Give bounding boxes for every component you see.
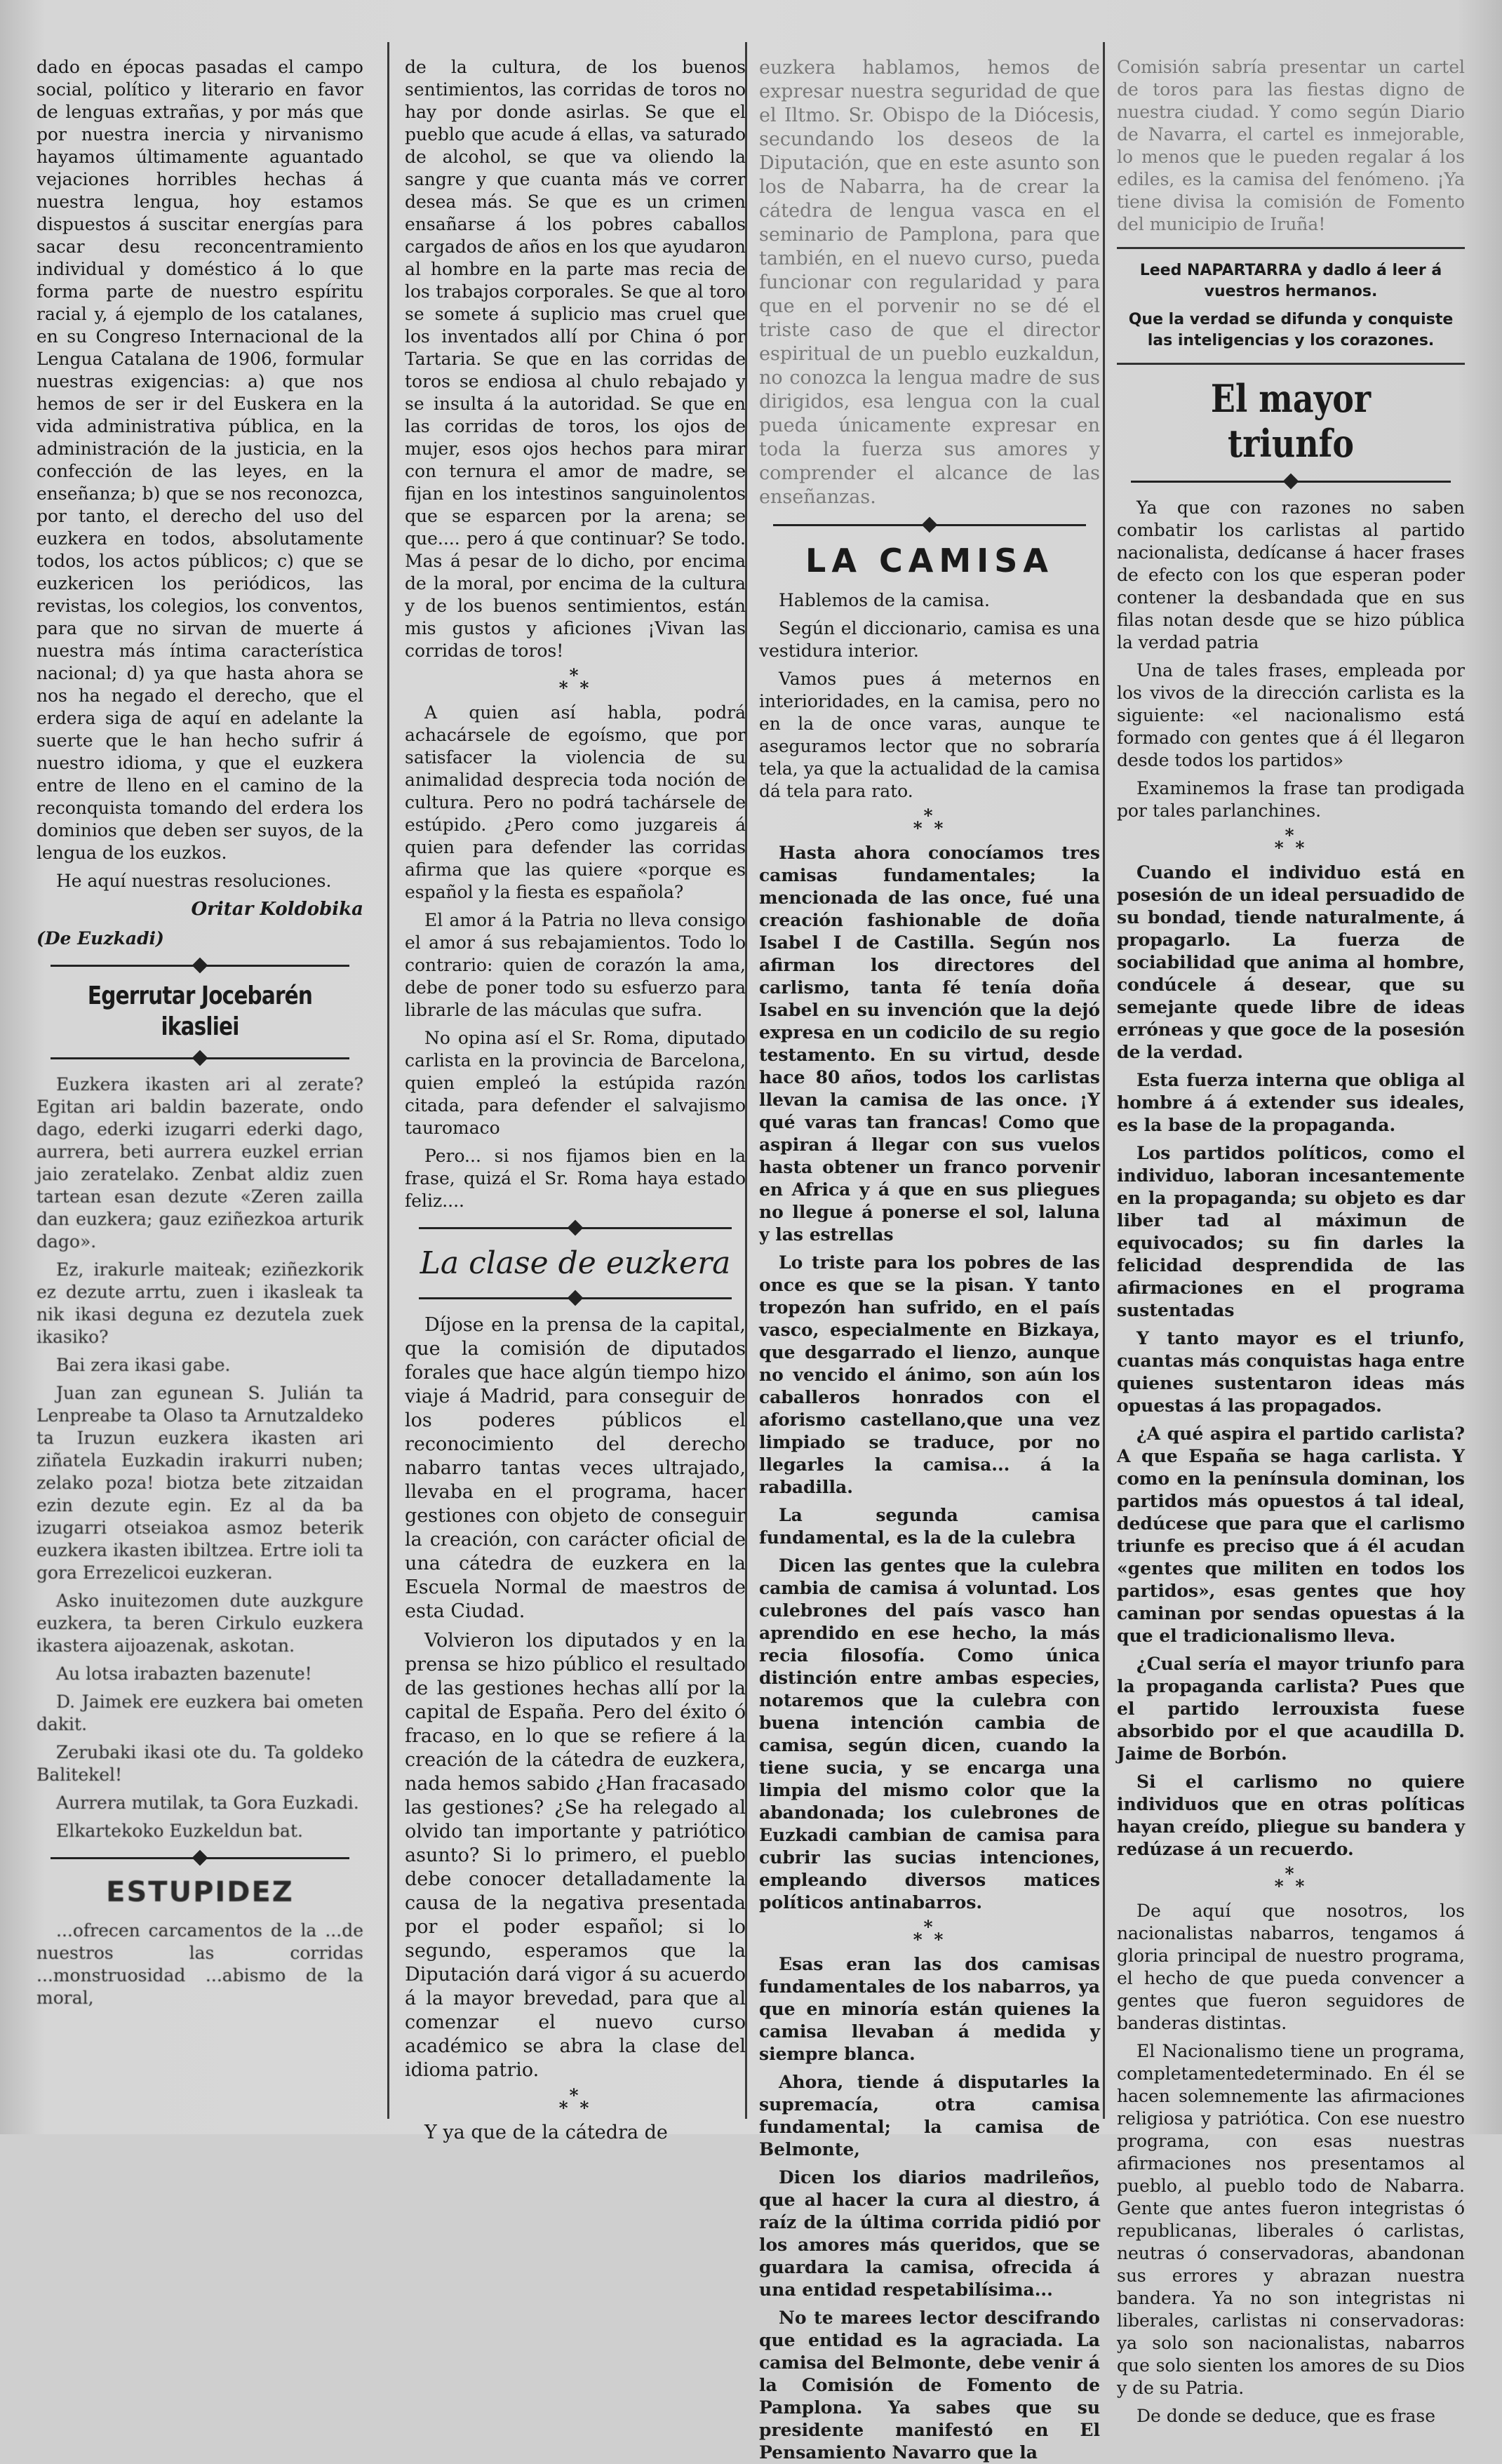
- article-paragraph: Cuando el individuo está en posesión de un ideal persuadido de su bondad, tiende naturalmente, á propagarlo. La fuerza de sociabilidad que anima al hombre, condúcele á desear, que su semejante quede libre de ideas erróneas y que goce de la posesión de la verdad.: [1117, 862, 1465, 1062]
- article-paragraph: Hablemos de la camisa.: [779, 590, 990, 610]
- article-paragraph: ¿Cual sería el mayor triunfo para la propaganda carlista? Pues que el partido lerrouxista fuese absorbido por el que acaudilla D. Jaime de Borbón.: [1117, 1654, 1465, 1764]
- article-paragraph: Volvieron los diputados y en la prensa se hizo público el resultado de las gestiones hechas allí por la capital de España. Pero del éxito ó fracaso, en lo que se refiere á la creación de la cátedra de euzkera, nada hemos sabido ¿Han fracasado las gestiones? ¿Se ha relegado al olvido tan importante y patriótico asunto? Si lo primero, el pueblo debe conocer detalladamente la causa de la negativa presentada por el poder español; si lo segundo, esperamos que la Diputación dará vigor á su acuerdo á la mayor brevedad, para que al comenzar el nuevo curso académico se abra la clase del idioma patrio.: [405, 1630, 746, 2081]
- article-paragraph: Aurrera mutilak, ta Gora Euzkadi.: [56, 1793, 359, 1813]
- article-heading: ESTUPIDEZ: [106, 1876, 294, 1908]
- article-paragraph: Díjose en la prensa de la capital, que la comisión de diputados forales que hace algún tiempo hizo viaje á Madrid, para conseguir de los poderes públicos el reconocimiento del derecho nabarro tantas veces ultrajado, llevaba en el programa, hacer gestiones con objeto de conseguir la creación, con carácter oficial de una cátedra de euzkera en la Escuela Normal de maestros de esta Ciudad.: [405, 1314, 746, 1622]
- ornament-divider: [419, 1221, 732, 1235]
- section-stars: * * *: [913, 1917, 946, 1950]
- article-paragraph: Y ya que de la cátedra de: [424, 2122, 668, 2143]
- article-paragraph: De aquí que nosotros, los nacionalistas nabarros, tengamos á gloria principal de nuestro programa, el hecho de que pueda convencer a gentes que fueron seguidores de banderas distintas.: [1117, 1901, 1465, 2033]
- article-paragraph: Lo triste para los pobres de las once es que se la pisan. Y tanto tropezón han sufrido, en el país vasco, especialmente en Bizkaya, que desgarrado el lienzo, aunque no vencido el ánimo, son aún los caballeros honrados con el aforismo castellano,que una vez limpiado se traduce, por no llegarles la camisa... á la rabadilla.: [759, 1252, 1100, 1497]
- article-paragraph: Comisión sabría presentar un cartel de toros para las fiestas digno de nuestra ciudad. Y como según Diario de Navarra, el cartel es inmejorable, lo menos que le pueden regalar á los ediles, es la camisa del fenómeno. ¡Ya tiene divisa la comisión de Fomento del municipio de Iruña!: [1117, 57, 1465, 234]
- article-paragraph: Ya que con razones no saben combatir los carlistas al partido nacionalista, dedícanse á hacer frases de efecto con los que esperan poder contener la desbandada que en sus filas notan desde que se hizo pública la verdad patria: [1117, 497, 1465, 652]
- article-paragraph: de la cultura, de los buenos sentimientos, las corridas de toros no hay por donde asirlas. Se que el pueblo que acude á ellas, va saturado de alcohol, se que va oliendo la sangre y que cuanta más ve correr desea más. Se que es un crimen ensañarse á los pobres caballos cargados de años en los que ayudaron al hombre en la parte mas recia de los trabajos corporales. Se que al toro se somete á suplicio mas cruel que los inventados allí por China ó por Tartaria. Se que en las corridas de toros se endiosa al chulo rebajado y se insulta á la autoridad. Se que en las corridas de toros, los ojos de mujer, esos ojos hechos para mirar con ternura el amor de madre, se fijan en los intestinos sanguinolentos que se esparcen por la arena; se que.... pero á que continuar? Se todo. Mas á pesar de lo dicho, por encima de la moral, por encima de la cultura y de los buenos sentimientos, están mis gustos y aficiones ¡Vivan las corridas de toros!: [405, 57, 746, 661]
- promo-line: Leed NAPARTARRA y dadlo á leer á vuestros hermanos.: [1139, 262, 1442, 300]
- article-paragraph: Asko inuitezomen dute auzkgure euzkera, ta beren Cirkulo euzkera ikastera aijoazenak, askotan.: [36, 1591, 363, 1656]
- article-paragraph: Y tanto mayor es el triunfo, cuantas más conquistas haga entre quienes sustentaron ideas más opuestas á las propagados.: [1117, 1328, 1465, 1416]
- article-paragraph: Pero... si nos fijamos bien en la frase, quizá el Sr. Roma haya estado feliz....: [405, 1146, 746, 1211]
- article-paragraph: Au lotsa irabazten bazenute!: [56, 1663, 312, 1684]
- article-paragraph: Dicen los diarios madrileños, que al hacer la cura al diestro, á raíz de la última corrida pidió por los amores más queridos, que se guardara la camisa, ofrecida á una entidad respetabilísima...: [759, 2167, 1100, 2300]
- section-stars: * * *: [558, 2085, 592, 2118]
- article-paragraph: Una de tales frases, empleada por los vivos de la dirección carlista es la siguiente: «el nacionalismo está formado con gentes que á él llegaron desde todos los partidos»: [1117, 660, 1465, 770]
- article-paragraph: El Nacionalismo tiene un programa, completamentedeterminado. En él se hacen solemnemente las afirmaciones religiosa y patriótica. Con ese nuestro programa, con esas nuestras afirmaciones nos presentamos al pueblo, al pueblo todo de Nabarra. Gente que antes fueron integristas ó republicanas, liberales ó carlistas, neutras ó conservadoras, abandonan sus errores y abrazan nuestra bandera. Ya no son integristas ni liberales, carlistas ni conservadoras: ya solo son nacionalistas, nabarros que solo sienten los amores de su Dios y de su Patria.: [1117, 2041, 1465, 2398]
- ornament-divider: [51, 1051, 349, 1065]
- article-paragraph: ...ofrecen carcamentos de la ...de nuestros las corridas ...monstruosidad ...abismo de la moral,: [36, 1920, 363, 2008]
- article-source: (De Euzkadi): [36, 928, 164, 949]
- column-3: [751, 56, 1108, 2463]
- article-paragraph: euzkera hablamos, hemos de expresar nuestra seguridad de que el Iltmo. Sr. Obispo de la Diócesis, secundando los deseos de la Diputación, que en este asunto son los de Nabarra, ha de crear la cátedra de lengua vasca en el seminario de Pamplona, para que también, en el nuevo curso, pueda funcionar con regularidad y para que en el porvenir no se dé el triste caso de que el director espiritual de un pueblo euzkaldun, no conozca la lengua madre de sus dirigidos, esa lengua con la cual pueda únicamente expresar en toda la fuerza sus amores y comprender el alcance de las enseñanzas.: [759, 57, 1100, 508]
- column-rule: [387, 42, 389, 2119]
- article-paragraph: D. Jaimek ere euzkera bai ometen dakit.: [36, 1692, 363, 1734]
- article-paragraph: dado en épocas pasadas el campo social, político y literario en favor de lenguas extrañas, y por más que por nuestra inercia y nirvanismo hayamos últimamente aguantado vejaciones horribles hechas á nuestra lengua, hoy estamos dispuestos á suscitar energías para sacar desu reconcentramiento individual y doméstico á lo que forma parte de nuestro espíritu racial y, á ejemplo de los catalanes, en su Congreso Internacional de la Lengua Catalana de 1906, formular nuestras exigencias: a) que nos hemos de ser ir del Euskera en la vida administrativa pública, en la administración de la justicia, en la confección de las leyes, en la enseñanza; b) que se nos reconozca, por tanto, el derecho del uso del euzkera en todos, absolutamente todos, los actos públicos; c) que se euzkericen los periódicos, las revistas, los colegios, los conventos, para que no sirvan de muerte á nuestra más íntima característica nacional; d) ya que hasta ahora se nos ha negado el derecho, que el erdera siga de aquí en adelante la suerte que le han hecho sufrir á nuestro idioma, y que el euzkera entre de lleno en el camino de la reconquista tomando del erdera los dominios que deben ser suyos, de la lengua de los euzkos.: [36, 57, 363, 863]
- promo-line: Que la verdad se difunda y conquiste las inteligencias y los corazones.: [1128, 311, 1454, 349]
- promo-box: [1117, 247, 1465, 365]
- article-paragraph: Los partidos políticos, como el individuo, laboran incesantemente en la propaganda; su objeto es dar liber tad al máximun de equivocados; su fin darles la felicidad desprendida de las afirmaciones en el programa sustentadas: [1117, 1143, 1465, 1320]
- article-paragraph: A quien así habla, podrá achacársele de egoísmo, que por satisfacer la violencia de su animalidad desprecia toda noción de cultura. Pero no podrá tachársele de estúpido. ¿Pero como juzgareis á quien para defender las corridas afirma que las quiere «porque es español y la fiesta es española?: [405, 702, 746, 902]
- article-signature: Oritar Koldobika: [191, 899, 363, 920]
- article-heading: Egerrutar Jocebarén ikasliei: [87, 982, 313, 1041]
- article-paragraph: He aquí nuestras resoluciones.: [56, 871, 332, 891]
- article-paragraph: Euzkera ikasten ari al zerate? Egitan ari baldin bazerate, ondo dago, ederki izugarri ederki dago, aurrera, beti aurrera euzkel errian jaio zeratelako. Zenbat aldiz zuen tartean esan dezute «Zeren zailla dan euzkera; gauz eziñezkoa arturik dago».: [36, 1074, 363, 1252]
- article-paragraph: De donde se deduce, que es frase: [1136, 2406, 1436, 2426]
- section-stars: * * *: [913, 805, 946, 838]
- article-paragraph: La segunda camisa fundamental, es la de la culebra: [759, 1505, 1100, 1548]
- article-paragraph: Según el diccionario, camisa es una vestidura interior.: [759, 618, 1100, 661]
- ornament-divider: [419, 1291, 732, 1305]
- column-4: [1108, 56, 1473, 2426]
- article-paragraph: Ez, irakurle maiteak; eziñezkorik ez dezute arrtu, zuen i ikasleak ta nik ikasi deguna ez dezutela zuek ikasiko?: [36, 1259, 363, 1347]
- article-paragraph: Elkartekoko Euzkeldun bat.: [56, 1821, 303, 1841]
- section-stars: * * *: [558, 665, 592, 698]
- ornament-divider: [1131, 474, 1451, 488]
- column-2: [396, 56, 754, 2143]
- section-stars: * * *: [1274, 1863, 1308, 1896]
- article-paragraph: Esas eran las dos camisas fundamentales de los nabarros, ya que en minoría están quienes la camisa llevaban á medida y siempre blanca.: [759, 1954, 1100, 2064]
- article-paragraph: Vamos pues á meternos en interioridades, en la camisa, pero no en la de once varas, aunque te aseguramos lector que no sobraría tela, ya que la actualidad de la camisa dá tela para rato.: [759, 669, 1100, 801]
- article-paragraph: El amor á la Patria no lleva consigo el amor á sus rebajamientos. Todo lo contrario: quien de corazón la ama, debe de poner todo su esfuerzo para librarle de las máculas que sufra.: [405, 910, 746, 1020]
- article-paragraph: Examinemos la frase tan prodigada por tales parlanchines.: [1117, 778, 1465, 821]
- article-heading: LA CAMISA: [805, 542, 1054, 580]
- article-paragraph: Juan zan egunean S. Julián ta Lenpreabe ta Olaso ta Arnutzaldeko ta Iruzun euzkera ikasten ari ziñatela Euzkadin irakurri nuben; zelako poza! biotza bete zitzaidan ezin dezute egin. Ez al da ba izugarri otseiakoa asmoz beterik euzkera ikasten ibiltzea. Ertre ioli ta gora Errezelicoi euzkeran.: [36, 1383, 363, 1583]
- article-paragraph: Si el carlismo no quiere individuos que en otras políticas hayan creído, pliegue su bandera y redúzase á un recuerdo.: [1117, 1772, 1465, 1859]
- article-paragraph: Ahora, tiende á disputarles la supremacía, otra camisa fundamental; la camisa de Belmonte,: [759, 2072, 1100, 2160]
- article-paragraph: ¿A qué aspira el partido carlista? A que España se haga carlista. Y como en la península dominan, los partidos más opuestos á tal ideal, dedúcese que para que el carlismo triunfe es preciso que á él acudan «gentes que militen en todos los partidos», esas gentes que hoy caminan por sendas opuestas á la que el tradicionalismo lleva.: [1117, 1424, 1465, 1646]
- ornament-divider: [51, 1851, 349, 1865]
- euskera-article: [36, 1073, 363, 1842]
- article-paragraph: Bai zera ikasi gabe.: [56, 1355, 231, 1375]
- article-paragraph: Dicen las gentes que la culebra cambia de camisa á voluntad. Los culebrones del país vasco han aprendido en ese hecho, la más recia filosofía. Como única distinción entre ambas especies, notaremos que la culebra con buena intención cambia de camisa, según dicen, cuando la tiene sucia, y se encarga una limpia del mismo color que la abandonada; los culebrones de Euzkadi cambian de camisa para cubrir las sucias intenciones, empleando diversos matices políticos antinabarros.: [759, 1555, 1100, 1913]
- article-paragraph: Esta fuerza interna que obliga al hombre á á extender sus ideales, es la base de la propaganda.: [1117, 1070, 1465, 1135]
- article-paragraph: No te marees lector descifrando que entidad es la agraciada. La camisa del Belmonte, debe venir á la Comisión de Fomento de Pamplona. Ya sabes que su presidente manifestó en El Pensamiento Navarro que la: [759, 2308, 1100, 2463]
- article-heading: La clase de euzkera: [420, 1245, 731, 1281]
- ornament-divider: [773, 518, 1086, 532]
- column-1: [28, 56, 372, 2119]
- article-heading: El mayor triunfo: [1210, 376, 1372, 466]
- article-paragraph: No opina así el Sr. Roma, diputado carlista en la provincia de Barcelona, quien empleó la estúpida razón citada, para defender el salvajismo tauromaco: [405, 1028, 746, 1138]
- ornament-divider: [51, 958, 349, 972]
- article-paragraph: Zerubaki ikasi ote du. Ta goldeko Balitekel!: [36, 1742, 363, 1785]
- section-stars: * * *: [1274, 825, 1308, 858]
- article-paragraph: Hasta ahora conocíamos tres camisas fundamentales; la mencionada de las once, fué una creación fashionable de doña Isabel I de Castilla. Según nos afirman los directores del carlismo, tanta fé tenía doña Isabel en su invención que la dejó expresa en un codicilo de su regio testamento. En su virtud, desde hace 80 años, todos los carlistas llevan la camisa de las once. ¡Y qué varas tan francas! Como que aspiran á llegar con sus vuelos hasta obtener un franco porvenir en Africa y á que en sus pliegues no llegue á ponerse el sol, laluna y las estrellas: [759, 843, 1100, 1245]
